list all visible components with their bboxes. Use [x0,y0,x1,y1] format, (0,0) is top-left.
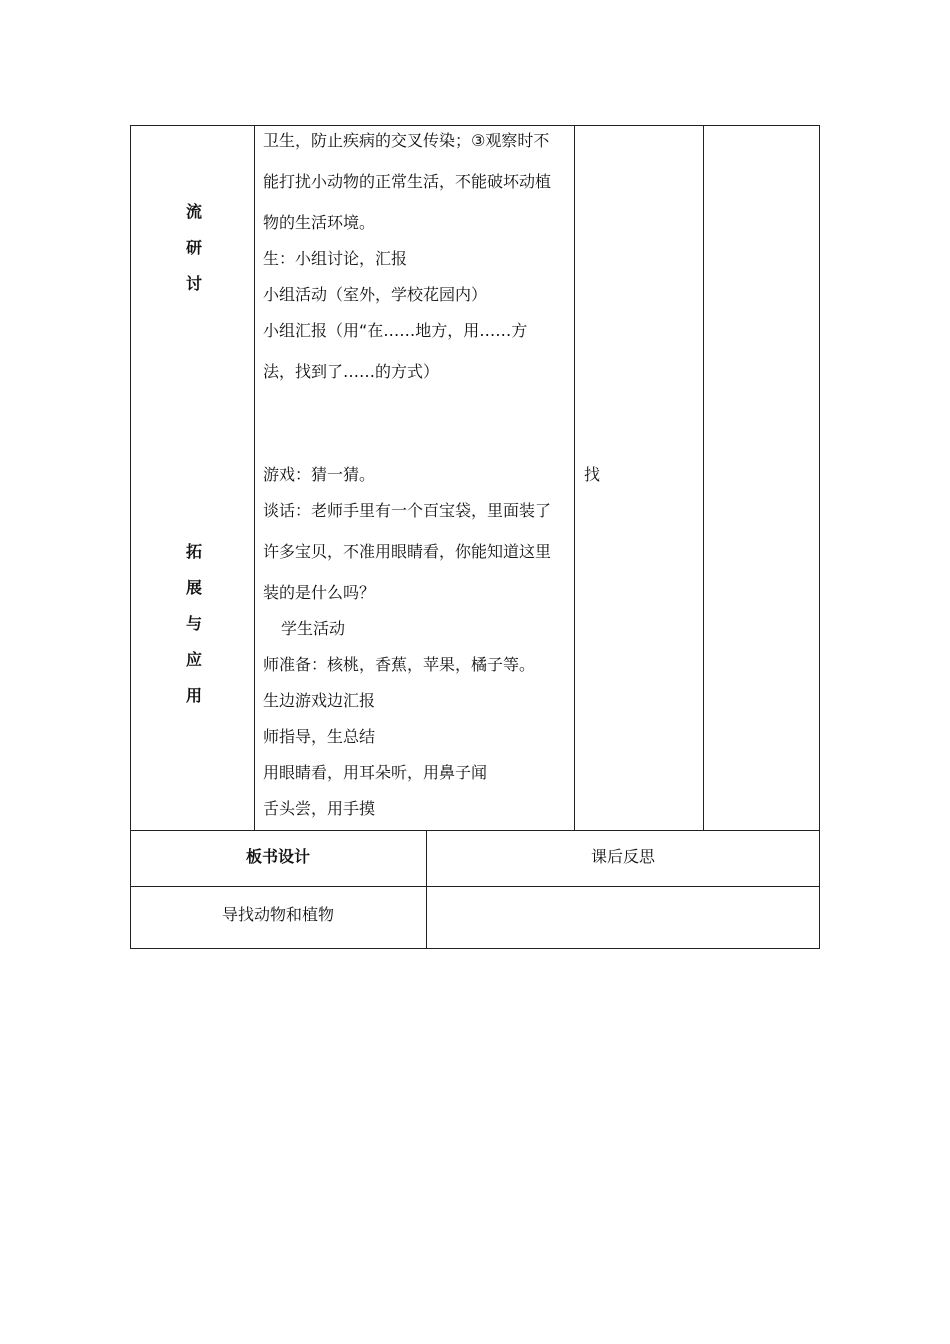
stage-char: 流 [185,202,202,221]
content-line: 小组汇报（用“在……地方，用……方 [263,321,528,340]
row-divider-bottom-section [130,830,820,831]
content-line: 卫生，防止疾病的交叉传染；③观察时不 [263,131,550,150]
content-line: 物的生活环境。 [263,213,376,232]
student-column-text: 找 [584,465,601,484]
content-line: 谈话：老师手里有一个百宝袋，里面装了 [263,501,552,520]
content-line: 能打扰小动物的正常生活，不能破坏动植 [263,172,552,191]
content-line: 许多宝贝，不准用眼睛看，你能知道这里 [263,542,552,561]
stage-char: 与 [185,614,202,633]
content-line: 师指导，生总结 [263,727,376,746]
stage-char: 讨 [185,274,202,293]
column-divider-student [703,125,704,830]
content-line: 生边游戏边汇报 [263,691,376,710]
content-line: 小组活动（室外，学校花园内） [263,285,488,304]
stage-char: 应 [185,650,202,669]
content-line: 生：小组讨论，汇报 [263,249,408,268]
stage-char: 研 [185,238,202,257]
content-line: 师准备：核桃，香蕉，苹果，橘子等。 [263,655,536,674]
column-divider-stage [254,125,255,830]
board-design-content: 导找动物和植物 [221,905,334,924]
stage-char: 拓 [185,542,202,561]
stage-label-extension [176,534,212,714]
content-line: 法，找到了……的方式） [263,362,440,381]
stage-label-discussion [176,194,212,302]
content-line: 舌头尝，用手摸 [263,799,376,818]
column-divider-content [574,125,575,830]
row-divider-board-header [130,886,820,887]
content-line: 用眼睛看，用耳朵听，用鼻子闻 [263,763,488,782]
stage-char: 用 [185,686,202,705]
board-design-header: 板书设计 [245,847,310,866]
reflection-header: 课后反思 [590,847,655,866]
lesson-table [130,125,820,949]
content-line: 装的是什么吗？ [263,583,376,602]
content-line: 游戏：猜一猜。 [263,465,376,484]
content-line: 学生活动 [281,619,346,638]
stage-char: 展 [185,578,202,597]
